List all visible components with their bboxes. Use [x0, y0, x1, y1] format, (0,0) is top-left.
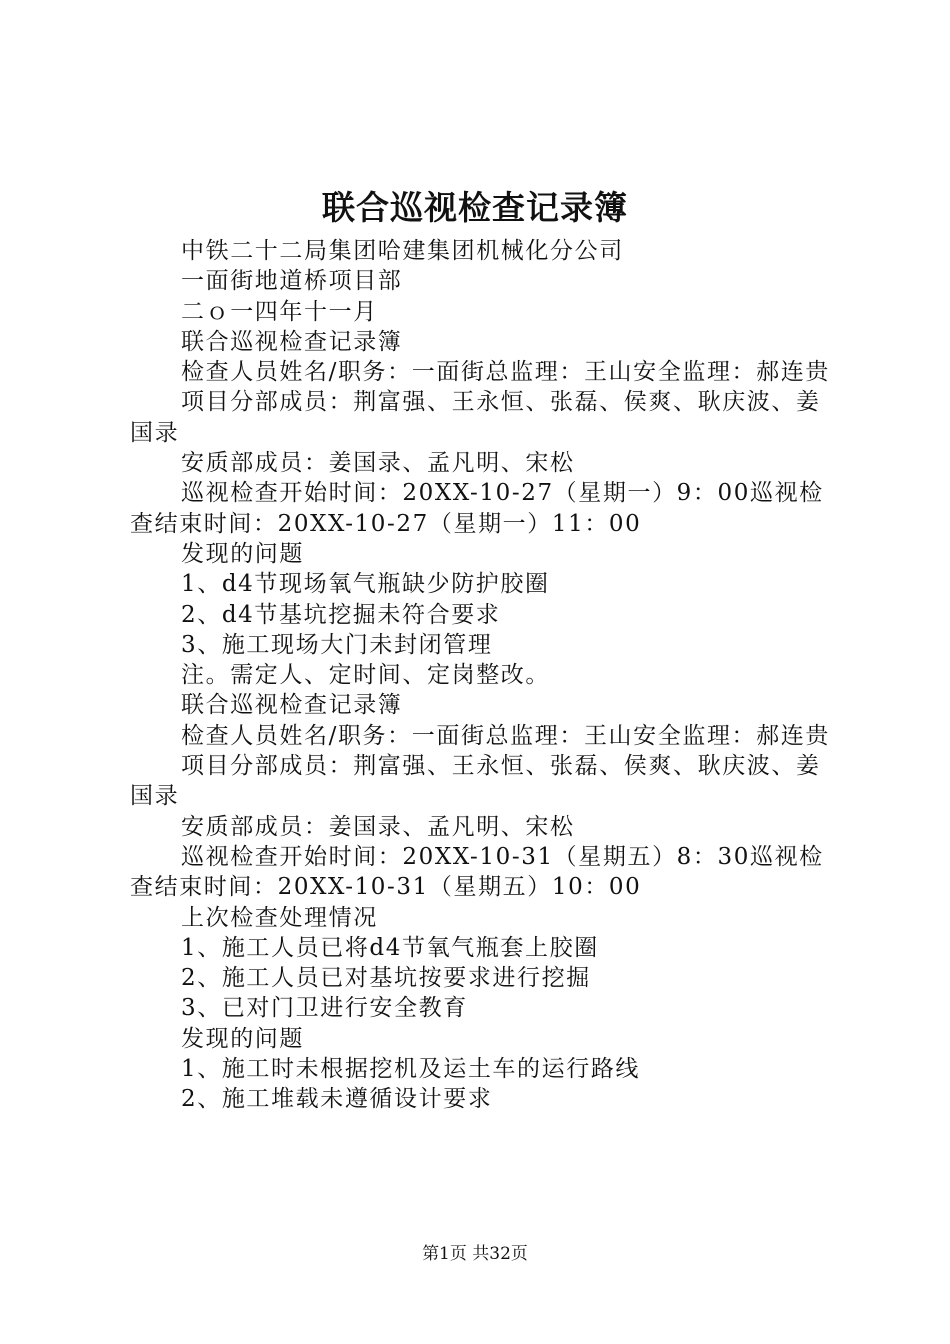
- paragraph: 2、施工堆载未遵循设计要求: [181, 1086, 493, 1113]
- paragraph: 发现的问题: [181, 1025, 304, 1052]
- paragraph: 发现的问题: [181, 540, 304, 567]
- page-footer: 第1页 共32页: [422, 1244, 528, 1264]
- paragraph: 3、施工现场大门未封闭管理: [181, 631, 493, 658]
- paragraph: 巡视检查开始时间：20XX-10-31（星期五）8：30巡视检查结束时间：20XX-10-31（星期五）10：00: [130, 843, 824, 901]
- paragraph: 巡视检查开始时间：20XX-10-27（星期一）9：00巡视检查结束时间：20XX-10-27（星期一）11：00: [130, 480, 824, 537]
- paragraph: 2、施工人员已对基坑按要求进行挖掘: [181, 965, 591, 992]
- paragraph: 检查人员姓名/职务：一面街总监理：王山安全监理：郝连贵: [181, 722, 830, 749]
- paragraph: 注。需定人、定时间、定岗整改。: [181, 662, 550, 689]
- paragraph: 上次检查处理情况: [181, 904, 378, 931]
- paragraph: 联合巡视检查记录簿: [181, 328, 403, 355]
- paragraph: 3、已对门卫进行安全教育: [181, 995, 468, 1022]
- paragraph: 中铁二十二局集团哈建集团机械化分公司: [181, 238, 624, 264]
- paragraph: 项目分部成员：荆富强、王永恒、张磊、侯爽、耿庆波、姜国录: [130, 389, 821, 446]
- document-body: [130, 236, 835, 1115]
- paragraph: 检查人员姓名/职务：一面街总监理：王山安全监理：郝连贵: [181, 359, 830, 386]
- paragraph: 项目分部成员：荆富强、王永恒、张磊、侯爽、耿庆波、姜国录: [130, 753, 821, 810]
- paragraph: 安质部成员：姜国录、孟凡明、宋松: [181, 450, 575, 477]
- paragraph: 安质部成员：姜国录、孟凡明、宋松: [181, 813, 575, 840]
- paragraph: 联合巡视检查记录簿: [181, 692, 403, 719]
- paragraph: 1、施工人员已将d4节氧气瓶套上胶圈: [181, 934, 599, 961]
- paragraph: 二ｏ一四年十一月: [181, 298, 378, 325]
- paragraph: 1、d4节现场氧气瓶缺少防护胶圈: [181, 571, 550, 598]
- document-title: 联合巡视检查记录簿: [322, 188, 628, 227]
- paragraph: 一面街地道桥项目部: [181, 268, 403, 295]
- paragraph: 1、施工时未根据挖机及运土车的运行路线: [181, 1056, 641, 1083]
- paragraph: 2、d4节基坑挖掘未符合要求: [181, 601, 501, 628]
